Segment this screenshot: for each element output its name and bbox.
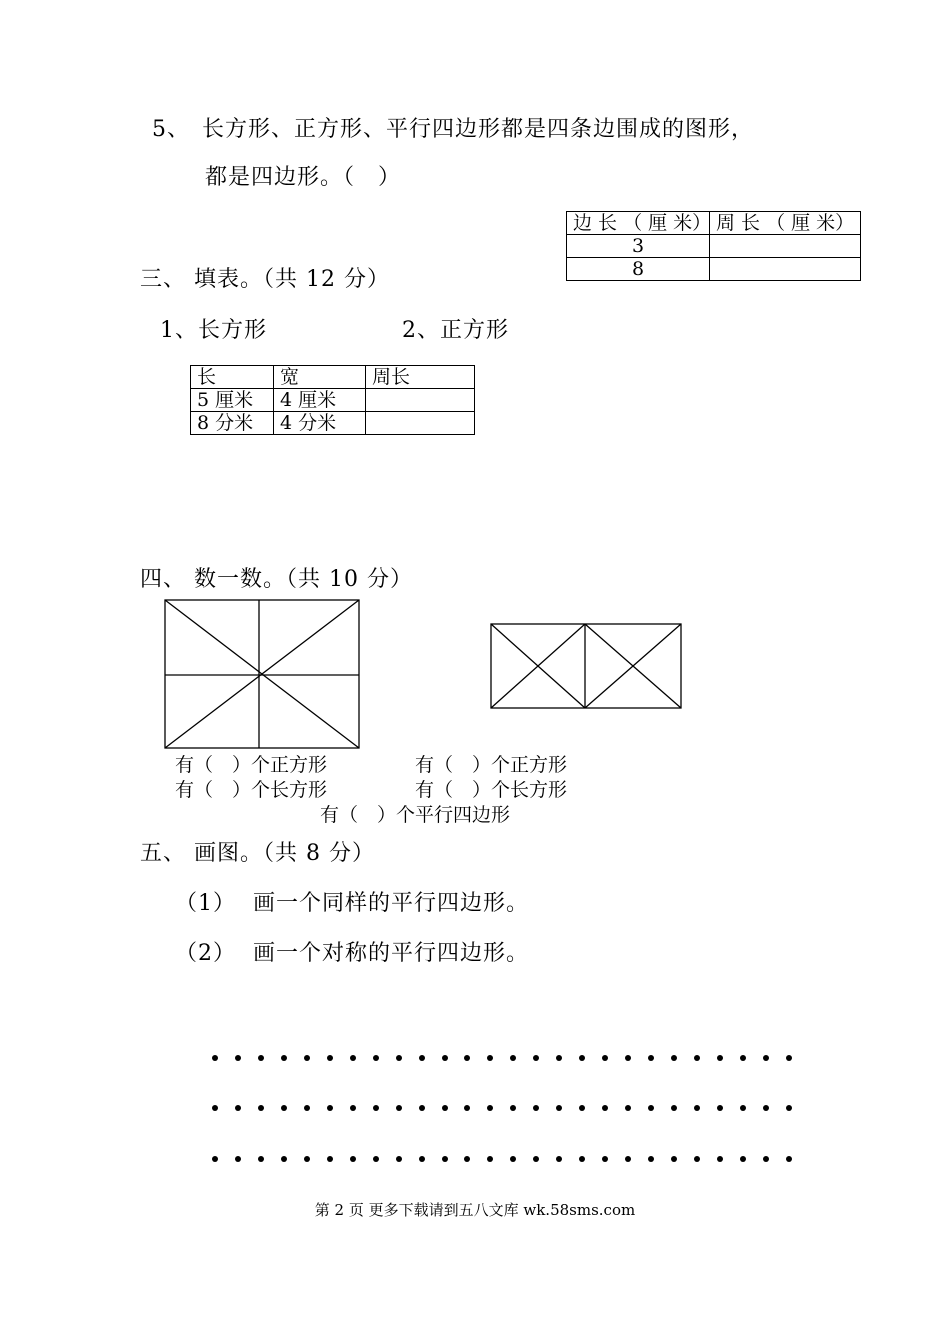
grid-dot (350, 1156, 356, 1162)
grid-dot (625, 1055, 631, 1061)
grid-dot (602, 1105, 608, 1111)
section5-item1-number: （1） (175, 891, 236, 916)
grid-dot (763, 1156, 769, 1162)
grid-dot (419, 1105, 425, 1111)
grid-dot (694, 1055, 700, 1061)
grid-dot (281, 1055, 287, 1061)
table-cell: 4 厘米 (274, 389, 366, 412)
grid-dot (281, 1156, 287, 1162)
grid-dot (602, 1055, 608, 1061)
grid-dot (740, 1156, 746, 1162)
table-header-cell: 周长 (366, 366, 475, 389)
dot-row (212, 1156, 792, 1162)
table-header-cell: 长 (191, 366, 274, 389)
figure1-square-count: 有（ ）个正方形 (175, 754, 328, 776)
grid-dot (510, 1156, 516, 1162)
grid-dot (419, 1055, 425, 1061)
grid-dot (602, 1156, 608, 1162)
grid-dot (740, 1105, 746, 1111)
figure2-rectangle-count: 有（ ）个长方形 (415, 779, 568, 801)
page-footer: 第 2 页 更多下载请到五八文库 wk.58sms.com (314, 1201, 636, 1219)
grid-dot (533, 1156, 539, 1162)
grid-dot (579, 1055, 585, 1061)
grid-dot (671, 1156, 677, 1162)
grid-dot (510, 1105, 516, 1111)
section3-title: 三、 填表。（共 12 分） (140, 267, 390, 292)
table-cell: 8 (567, 258, 710, 281)
figure-2 (491, 624, 681, 708)
grid-dot (442, 1105, 448, 1111)
grid-dot (786, 1055, 792, 1061)
grid-dot (717, 1156, 723, 1162)
grid-dot (464, 1105, 470, 1111)
grid-dot (212, 1105, 218, 1111)
figure2-square-count: 有（ ）个正方形 (415, 754, 568, 776)
grid-dot (373, 1105, 379, 1111)
q5-line2: 都是四边形。（ ） (205, 165, 402, 190)
grid-dot (327, 1156, 333, 1162)
grid-dot (556, 1156, 562, 1162)
grid-dot (235, 1105, 241, 1111)
grid-dot (786, 1105, 792, 1111)
table-cell: 8 分米 (191, 412, 274, 435)
grid-dot (235, 1156, 241, 1162)
grid-dot (625, 1156, 631, 1162)
grid-dot (327, 1055, 333, 1061)
grid-dot (258, 1055, 264, 1061)
grid-dot (579, 1156, 585, 1162)
grid-dot (717, 1055, 723, 1061)
grid-dot (258, 1156, 264, 1162)
figure-1 (165, 600, 359, 748)
q5-number: 5、 (152, 117, 190, 142)
grid-dot (487, 1156, 493, 1162)
grid-dot (464, 1156, 470, 1162)
grid-dot (327, 1105, 333, 1111)
section5-item1: 画一个同样的平行四边形。 (253, 891, 530, 916)
grid-dot (419, 1156, 425, 1162)
section3-sub1: 1、长方形 (160, 318, 267, 343)
section5-title: 五、 画图。（共 8 分） (140, 841, 375, 866)
section5-item2: 画一个对称的平行四边形。 (253, 941, 530, 966)
grid-dot (625, 1105, 631, 1111)
grid-dot (648, 1156, 654, 1162)
grid-dot (258, 1105, 264, 1111)
grid-dot (694, 1156, 700, 1162)
table-header-cell: 宽 (274, 366, 366, 389)
grid-dot (487, 1055, 493, 1061)
figure1-rectangle-count: 有（ ）个长方形 (175, 779, 328, 801)
grid-dot (235, 1055, 241, 1061)
table-cell: 3 (567, 235, 710, 258)
table-header-cell: 周 长 （ 厘 米） (710, 212, 861, 235)
grid-dot (487, 1105, 493, 1111)
table-cell: 5 厘米 (191, 389, 274, 412)
grid-dot (464, 1055, 470, 1061)
grid-dot (212, 1156, 218, 1162)
grid-dot (442, 1156, 448, 1162)
table-header-cell: 边 长 （ 厘 米） (567, 212, 710, 235)
grid-dot (694, 1105, 700, 1111)
dot-row (212, 1105, 792, 1111)
dot-row (212, 1055, 792, 1061)
grid-dot (396, 1055, 402, 1061)
section5-item2-number: （2） (175, 941, 236, 966)
grid-dot (556, 1105, 562, 1111)
section4-title: 四、 数一数。（共 10 分） (140, 567, 413, 592)
grid-dot (740, 1055, 746, 1061)
grid-dot (442, 1055, 448, 1061)
figure-2-outline (491, 624, 681, 708)
grid-dot (671, 1105, 677, 1111)
grid-dot (648, 1105, 654, 1111)
grid-dot (510, 1055, 516, 1061)
grid-dot (533, 1055, 539, 1061)
grid-dot (579, 1105, 585, 1111)
grid-dot (350, 1105, 356, 1111)
grid-dot (648, 1055, 654, 1061)
grid-dot (763, 1105, 769, 1111)
section3-sub2: 2、正方形 (402, 318, 509, 343)
grid-dot (304, 1156, 310, 1162)
grid-dot (212, 1055, 218, 1061)
grid-dot (533, 1105, 539, 1111)
grid-dot (373, 1055, 379, 1061)
grid-dot (281, 1105, 287, 1111)
grid-dot (396, 1105, 402, 1111)
grid-dot (304, 1055, 310, 1061)
grid-dot (786, 1156, 792, 1162)
figure2-parallelogram-count: 有（ ）个平行四边形 (320, 804, 511, 826)
q5-line1: 长方形、正方形、平行四边形都是四条边围成的图形， (202, 117, 755, 142)
grid-dot (717, 1105, 723, 1111)
table-cell: 4 分米 (274, 412, 366, 435)
grid-dot (671, 1055, 677, 1061)
grid-dot (304, 1105, 310, 1111)
grid-dot (373, 1156, 379, 1162)
grid-dot (350, 1055, 356, 1061)
grid-dot (396, 1156, 402, 1162)
grid-dot (763, 1055, 769, 1061)
grid-dot (556, 1055, 562, 1061)
